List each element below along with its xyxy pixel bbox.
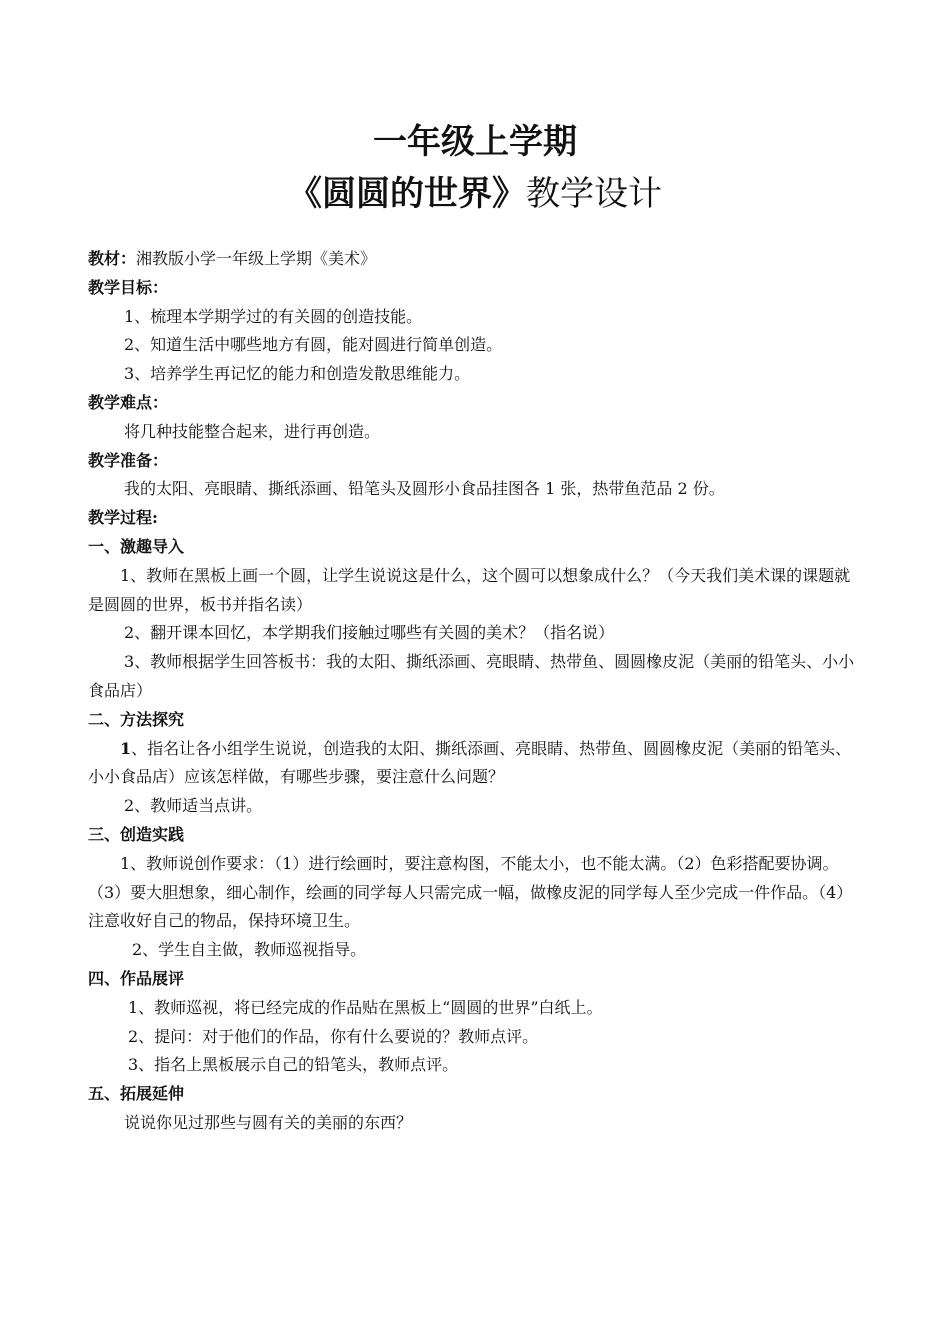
section-4-paragraph-3: 3、指名上黑板展示自己的铅笔头，教师点评。 — [128, 1055, 459, 1075]
section-2-paragraph-1 — [88, 735, 864, 793]
section-5-heading: 五、拓展延伸 — [88, 1084, 185, 1104]
document-body — [88, 245, 864, 1138]
difficulty-heading: 教学难点： — [88, 392, 169, 412]
goal-item-3: 3、培养学生再记忆的能力和创造发散思维能力。 — [124, 364, 471, 384]
material-value: 湘教版小学一年级上学期《美术》 — [136, 249, 377, 268]
section-1-paragraph-3: 3、教师根据学生回答板书：我的太阳、撕纸添画、亮眼睛、热带鱼、圆圆橡皮泥（美丽的铅笔头、小小食品店） — [88, 652, 855, 700]
title-line-2 — [0, 170, 950, 218]
section-1-paragraph-1: 1、教师在黑板上画一个圆，让学生说说这是什么，这个圆可以想象成什么？（今天我们美术课的课题就是圆圆的世界，板书并指名读） — [88, 565, 851, 614]
goals-heading: 教学目标： — [88, 277, 169, 297]
difficulty-text: 将几种技能整合起来，进行再创造。 — [124, 421, 381, 441]
section-5-paragraph-1: 说说你见过那些与圆有关的美丽的东西？ — [124, 1112, 413, 1132]
material-label: 教材： — [88, 249, 137, 268]
goal-item-1: 1、梳理本学期学过的有关圆的创造技能。 — [124, 306, 423, 326]
section-2-paragraph-1-text: 、指名让各小组学生说说，创造我的太阳、撕纸添画、亮眼睛、热带鱼、圆圆橡皮泥（美丽的铅笔头、小小食品店）应该怎样做，有哪些步骤，要注意什么问题？ — [88, 738, 852, 787]
process-heading: 教学过程: — [88, 508, 158, 528]
section-3-paragraph-1: 1、教师说创作要求：（1）进行绘画时，要注意构图，不能太小，也不能太满。（2）色彩搭配要协调。（3）要大胆想象，细心制作，绘画的同学每人只需完成一幅，做橡皮泥的同学每人至少完成一件作品。（4）注意收好自己的物品，保持环境卫生。 — [88, 853, 853, 931]
section-2-heading: 二、方法探究 — [88, 709, 185, 729]
section-4-heading: 四、作品展评 — [88, 968, 185, 988]
title-line-1: 一年级上学期 — [373, 122, 577, 162]
section-2-paragraph-1-number: 1 — [120, 738, 132, 758]
section-4-paragraph-1: 1、教师巡视，将已经完成的作品贴在黑板上“圆圆的世界”白纸上。 — [128, 997, 603, 1017]
preparation-heading: 教学准备： — [88, 450, 169, 470]
preparation-text: 我的太阳、亮眼睛、撕纸添画、铅笔头及圆形小食品挂图各 1 张，热带鱼范品 2 份。 — [124, 479, 725, 499]
title-suffix: 教学设计 — [526, 174, 662, 214]
title-book-name: 《圆圆的世界》 — [288, 174, 526, 214]
section-4-paragraph-2: 2、提问：对于他们的作品，你有什么要说的？教师点评。 — [128, 1026, 539, 1046]
goal-item-2: 2、知道生活中哪些地方有圆，能对圆进行简单创造。 — [124, 335, 503, 355]
section-2-paragraph-2: 2、教师适当点讲。 — [124, 796, 263, 816]
section-3-paragraph-2: 2、学生自主做，教师巡视指导。 — [132, 940, 367, 960]
section-3-heading: 三、创造实践 — [88, 824, 185, 844]
material-line — [88, 245, 864, 274]
section-1-heading: 一、激趣导入 — [88, 536, 185, 556]
section-1-paragraph-2: 2、翻开课本回忆，本学期我们接触过哪些有关圆的美术？（指名说） — [124, 623, 615, 643]
